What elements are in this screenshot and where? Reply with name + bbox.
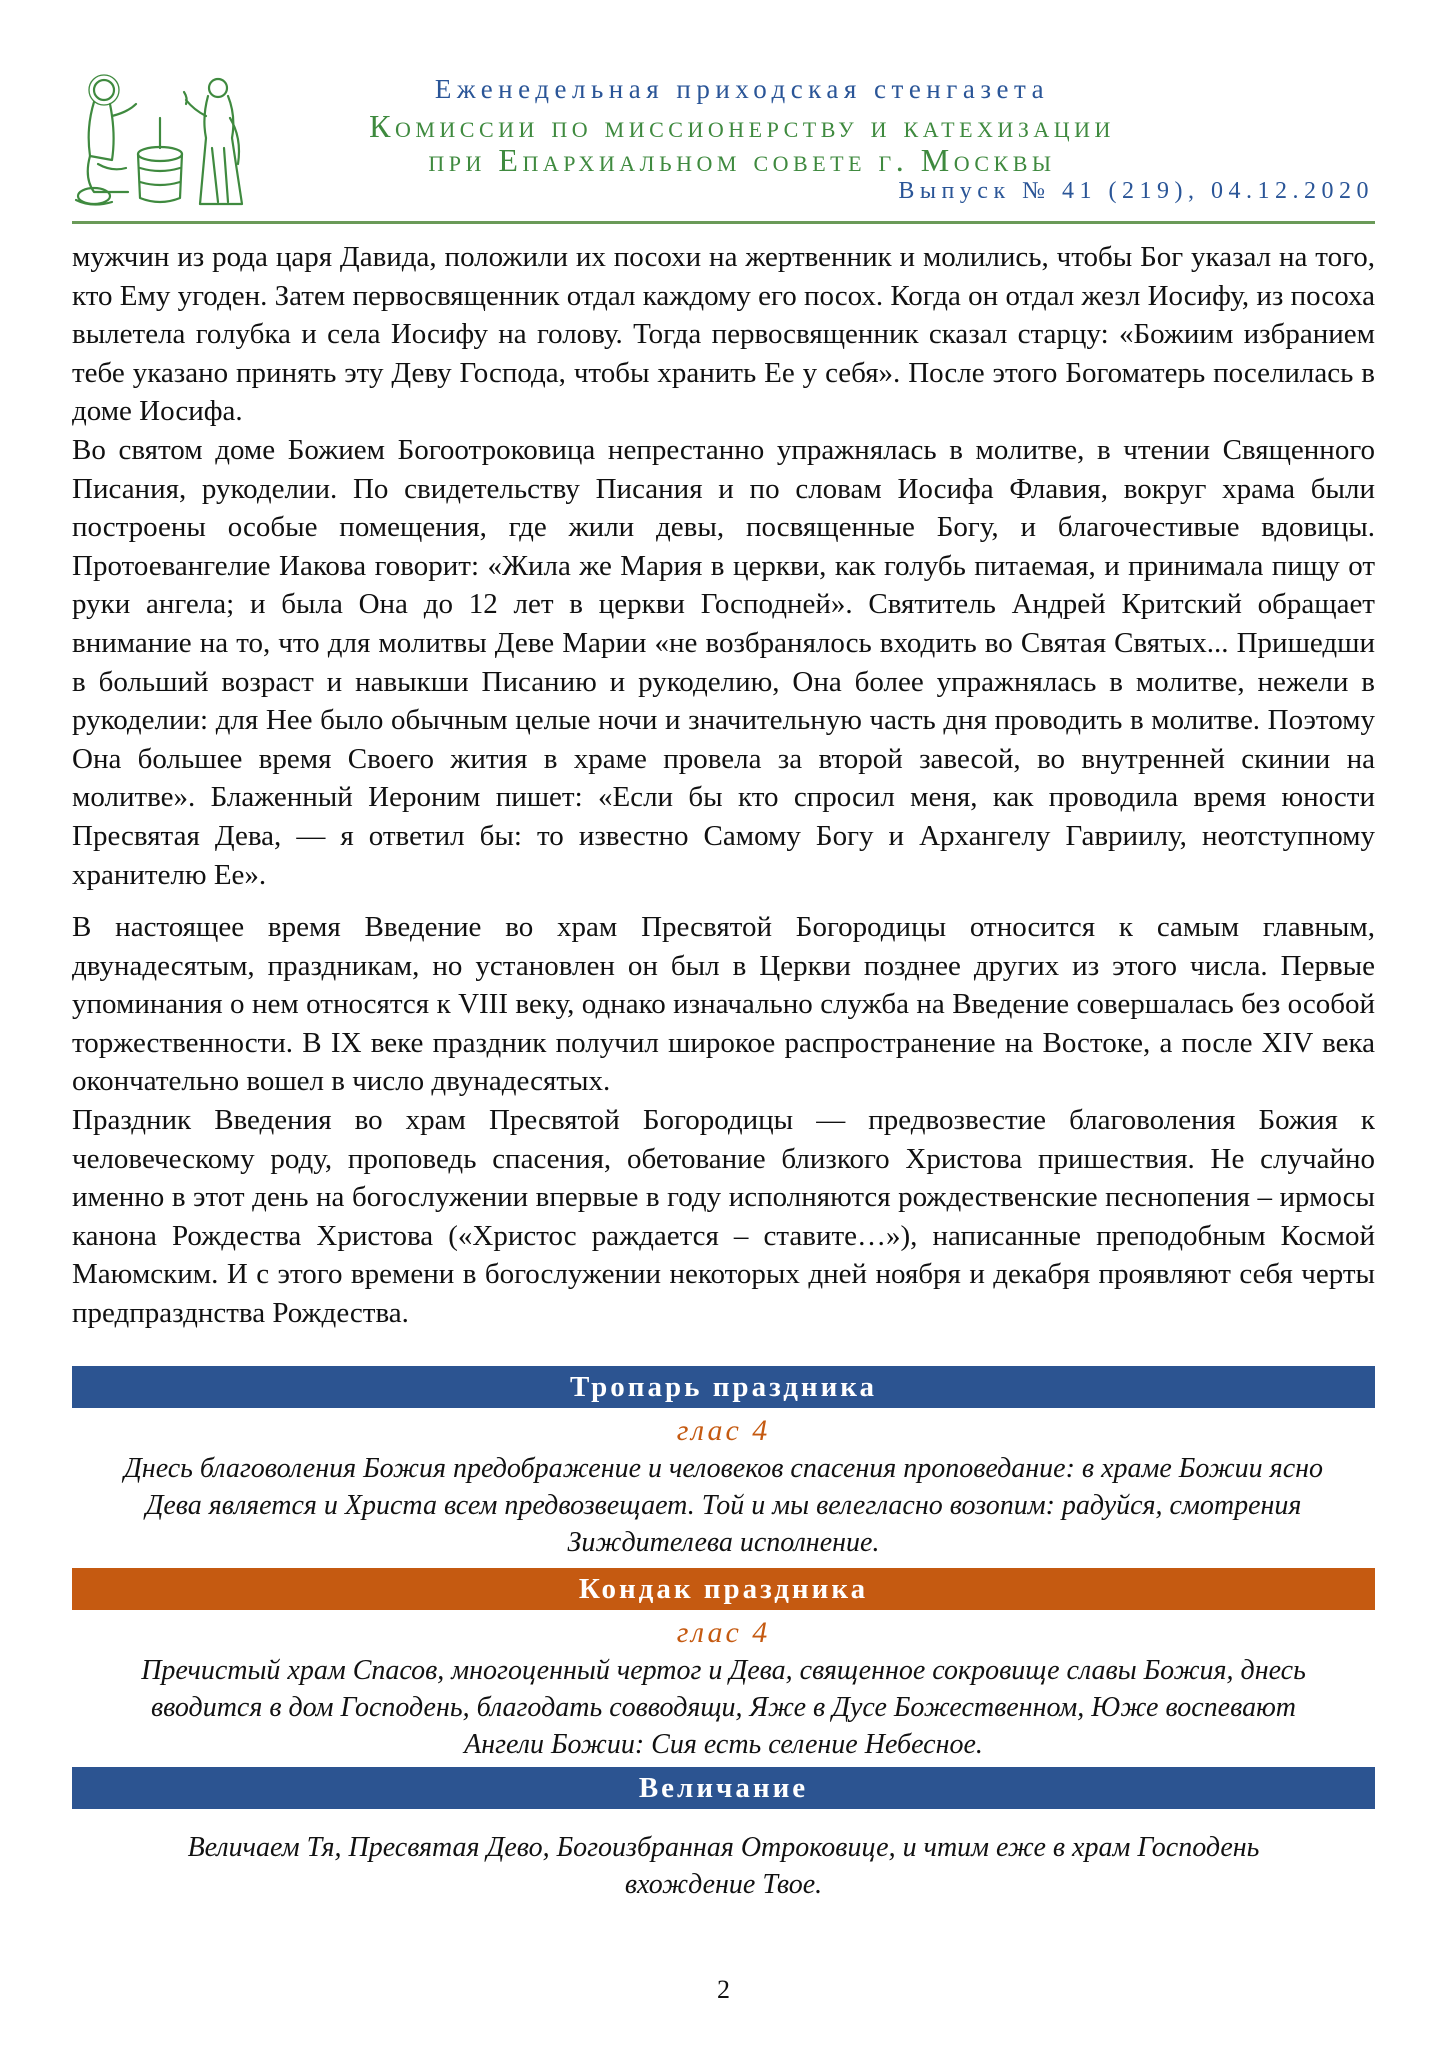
paragraph: Праздник Введения во храм Пресвятой Богородицы — предвозвестие благоволения Божия к человеческому роду, проповедь спасения, обетование близкого Христова пришествия. Не случайно именно в этот день на богослужении впервые в году исполняются рождественские песнопения – ирмосы канона Рождества Христова («Христос раждается – ставите…»), написанные преподобным Космой Маюмским. И с этого времени в богослужении некоторых дней ноября и декабря проявляют себя черты предпразднства Рождества.: [72, 1104, 1375, 1330]
emblem-logo-icon: [72, 68, 252, 218]
paragraph: мужчин из рода царя Давида, положили их посохи на жертвенник и молились, чтобы Бог указал на того, кто Ему угоден. Затем первосвященник отдал каждому его посох. Когда он отдал жезл Иосифу, из посоха вылетела голубка и села Иосифу на голову. Тогда первосвященник сказал старцу: «Божиим избранием тебе указано принять эту Деву Господа, чтобы хранить Ее у себя». После этого Богоматерь поселилась в доме Иосифа.: [72, 241, 1375, 428]
troparion-tone: глас 4: [676, 1414, 771, 1447]
paragraph: В настоящее время Введение во храм Пресвятой Богородицы относится к самым главным, двунадесятым, праздникам, но установлен он был в Церкви позднее других из этого числа. Первые упоминания о нем относятся к VIII веку, однако изначально служба на Введение совершалась без особой торжественности. В IX веке праздник получил широкое распространение на Востоке, а после XIV века окончательно вошел в число двунадесятых.: [72, 911, 1375, 1098]
magnification-section: [72, 1767, 1375, 1903]
masthead-title-line-2: при Епархиальном совете г. Москвы: [428, 142, 1056, 178]
kontakion-tone: глас 4: [676, 1616, 771, 1649]
troparion-text: Днесь благоволения Божия предображение и человеков спасения проповедание: в храме Божии ясно Дева является и Христа всем предвозвещает. Той и мы велегласно возопим: радуйся, смотрения Зиждителева исполнение.: [123, 1453, 1324, 1558]
troparion-section: [72, 1366, 1375, 1561]
page-number: 2: [717, 1975, 730, 2004]
issue-info: Выпуск № 41 (219), 04.12.2020: [898, 178, 1374, 204]
masthead-subtitle: Еженедельная приходская стенгазета: [434, 74, 1050, 104]
paragraph: Во святом доме Божием Богоотроковица непрестанно упражнялась в молитве, в чтении Священного Писания, рукоделии. По свидетельству Писания и по словам Иосифа Флавия, вокруг храма были построены особые помещения, где жили девы, посвященные Богу, и благочестивые вдовицы. Протоевангелие Иакова говорит: «Жила же Мария в церкви, как голубь питаемая, и принимала пищу от руки ангела; и была Она до 12 лет в церкви Господней». Святитель Андрей Критский обращает внимание на то, что для молитвы Деве Марии «не возбранялось входить во Святая Святых... Пришедши в больший возраст и навыкши Писанию и рукоделию, Она более упражнялась в молитве, нежели в рукоделии: для Нее было обычным целые ночи и значительную часть дня проводить в молитве. Поэтому Она большее время Своего жития в храме провела за второй завесой, во внутренней скинии на молитве». Блаженный Иероним пишет: «Если бы кто спросил меня, как проводила время юности Пресвятая Дева, — я ответил бы: то известно Самому Богу и Архангелу Гавриилу, неотступному хранителю Ее».: [72, 433, 1375, 891]
troparion-heading: Тропарь праздника: [72, 1366, 1375, 1408]
kontakion-text: Пречистый храм Спасов, многоценный чертог и Дева, священное сокровище славы Божия, днесь вводится в дом Господень, благодать cовводящи, Яже в Дусе Божественном, Юже воспевают Ангели Божии: Сия есть селение Небесное.: [141, 1655, 1306, 1760]
article-body: [72, 238, 1375, 1333]
header-divider: [72, 221, 1375, 224]
masthead-title-line-1: Комиссии по миссионерству и катехизации: [369, 108, 1115, 144]
magnification-text: Величаем Тя, Пресвятая Дево, Богоизбранная Отроковице, и чтим еже в храм Господень вхождение Твое.: [187, 1832, 1260, 1900]
kontakion-section: [72, 1568, 1375, 1763]
kontakion-heading: Кондак праздника: [72, 1568, 1375, 1610]
magnification-heading: Величание: [72, 1767, 1375, 1809]
masthead: [72, 62, 1374, 212]
